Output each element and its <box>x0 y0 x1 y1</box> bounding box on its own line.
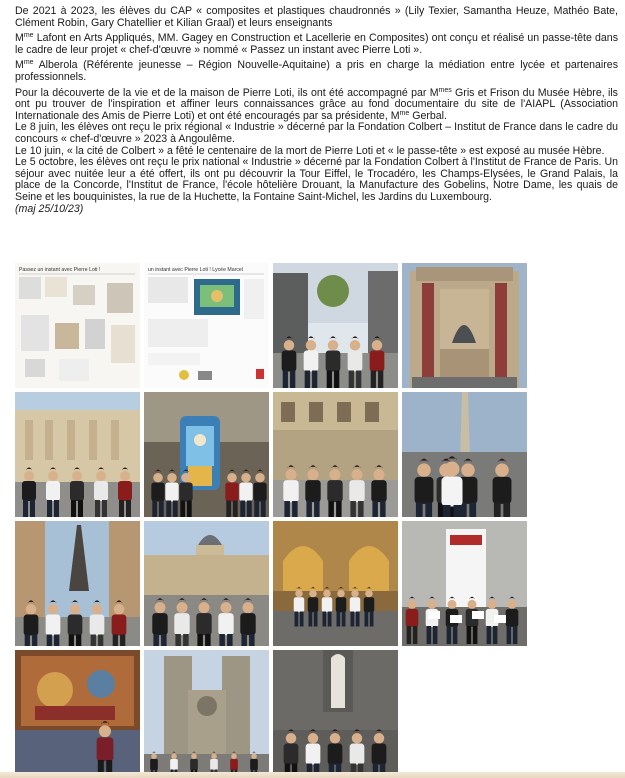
photo-gallery <box>15 263 527 775</box>
photo-notre-dame[interactable] <box>144 650 269 775</box>
paragraph-cap-students: De 2021 à 2023, les élèves du CAP « composites et plastiques chaudronnés » (Lily Texier, Samantha Heuze, Mathéo Bate, Clément Robin, Gary Chatellier et Kilian Graal) et leurs enseignants <box>15 5 618 29</box>
article-text <box>15 6 618 219</box>
photo-group-statue[interactable] <box>273 650 398 775</box>
paragraph-centenary: Le 10 juin, « la cité de Colbert » a fêté le centenaire de la mort de Pierre Loti et « le passe-tête » est exposé au musée Hèbre. <box>15 144 605 157</box>
photo-poster-lycee-marcel[interactable] <box>144 263 269 388</box>
photo-group-eiffel[interactable] <box>15 521 140 646</box>
footer-divider <box>0 772 625 778</box>
photo-fontaine-saint-michel[interactable] <box>402 263 527 388</box>
photo-poster-passez-un-instant[interactable] <box>15 263 140 388</box>
paragraph-teachers: $M^{me}$ Lafont en Arts Appliqués, MM. Gagey en Construction et Lacellerie en Composites) ont conçu et réalisé un passe-tête dans le cadre de leur projet « chef-d'œuvre » nommé « Passez un instant avec Pierre Loti ». <box>15 32 618 56</box>
photo-gobelins-tapestry[interactable] <box>15 650 140 775</box>
photo-award-ceremony[interactable] <box>273 521 398 646</box>
photo-group-dome[interactable] <box>144 521 269 646</box>
photo-passe-tete-group[interactable] <box>144 392 269 517</box>
photo-group-building[interactable] <box>15 392 140 517</box>
photo-group-obelisk[interactable] <box>402 392 527 517</box>
photo-group-street[interactable] <box>273 263 398 388</box>
photo-caption: un instant avec Pierre Loti ! Lycée Marcel <box>148 267 243 273</box>
paragraph-regional-prize: Le 8 juin, les élèves ont reçu le prix régional « Industrie » décerné par la Fondation Colbert – Institut de France dans le cadre du concours « chef-d'œuvre » 2023 à Angoulême. <box>15 121 618 145</box>
paragraph-discovery: Pour la découverte de la vie et de la maison de Pierre Loti, ils ont été accompagné par $M^{mes}$ Gris et Frison du Musée Hèbre, ils ont pu trouver de l'inspiration et affiner leurs connaissances grâce au fond documentaire du site de l'AIAPL (Association Internationale des Amis de Pierre Loti) et ont été encouragés par sa présidente, $M^{me}$ Gerbal. <box>15 86 618 122</box>
photo-certificates-group[interactable] <box>402 521 527 646</box>
paragraph-mediation: $M^{me}$ Alberola (Référente jeunesse – Région Nouvelle-Aquitaine) a pris en charge la médiation entre lycée et partenaires professionnels. <box>15 59 618 83</box>
photo-caption: Passez un instant avec Pierre Loti ! <box>19 267 101 273</box>
update-date: (maj 25/10/23) <box>15 202 84 215</box>
photo-group-institut[interactable] <box>273 392 398 517</box>
paragraph-national-prize: Le 5 octobre, les élèves ont reçu le prix national « Industrie » décerné par la Fondation Colbert à l'Institut de France de Paris. Un séjour avec nuitée leur a été offert, ils ont pu découvrir la Tour Eiffel, le Trocadéro, les Champs-Elysées, le Grand Palais, la place de la Concorde, l'Institut de France, l'école hôtelière Drouant, la Manufacture des Gobelins, Notre Dame, les quais de Seine et les bouquinistes, la rue de la Huchette, la Fontaine Saint-Michel, les Jardins du Luxembourg. <box>15 156 618 203</box>
